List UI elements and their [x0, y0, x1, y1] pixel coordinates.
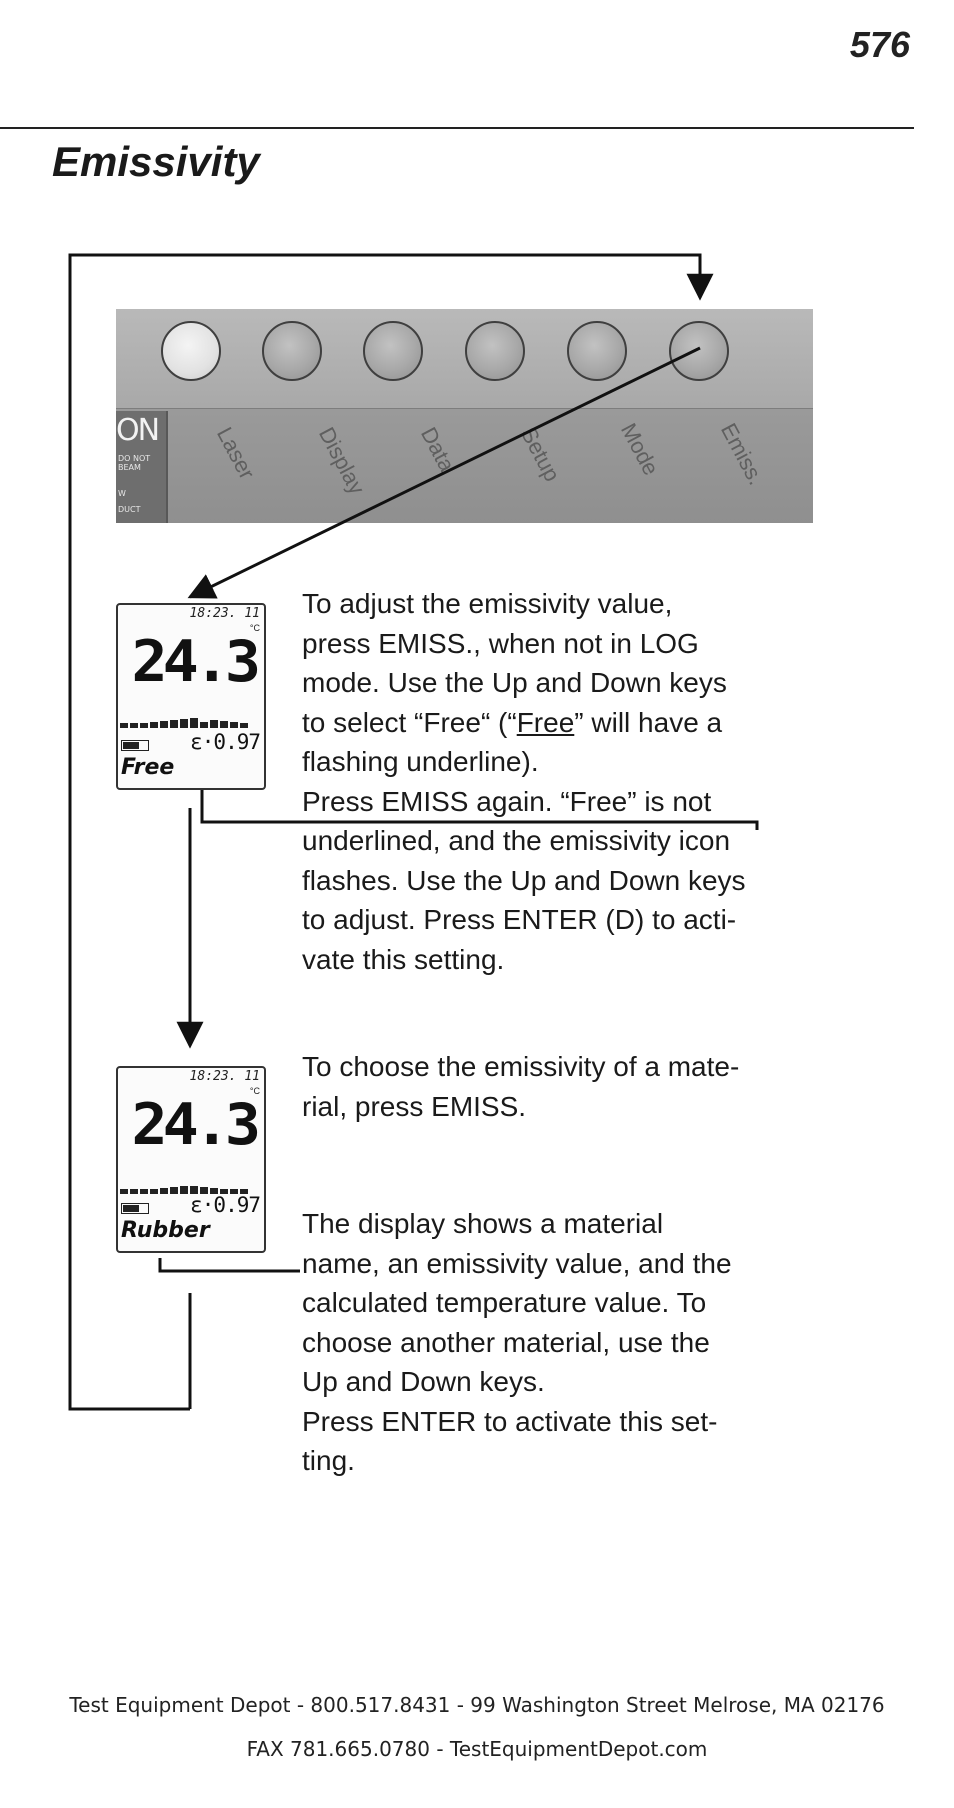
- instruction-line: Up and Down keys.: [302, 1366, 545, 1397]
- instruction-line: To choose the emissivity of a mate-: [302, 1051, 740, 1082]
- instruction-line: calculated temperature value. To: [302, 1287, 707, 1318]
- key-label-mode: Mode: [615, 419, 664, 480]
- page-number: 576: [849, 24, 910, 65]
- instruction-line: ting.: [302, 1445, 355, 1476]
- brand-small-text: DUCT: [118, 505, 141, 514]
- battery-icon: [121, 740, 149, 751]
- lcd-material: Rubber: [121, 1218, 210, 1243]
- lcd-display-rubber: [116, 1066, 266, 1253]
- lcd-unit: °C: [249, 1086, 260, 1096]
- footer-contact: FAX 781.665.0780 - TestEquipmentDepot.com: [246, 1737, 708, 1761]
- instruction-text: to select “Free“ (“: [302, 706, 517, 738]
- instruction-line: mode. Use the Up and Down keys: [302, 667, 727, 698]
- lcd-material: Free: [121, 755, 175, 780]
- instruction-line: rial, press EMISS.: [302, 1090, 527, 1122]
- rubber-underline-leader: [160, 1258, 300, 1271]
- section-heading: Emissivity: [52, 138, 260, 185]
- instruction-line: [302, 703, 822, 743]
- key-label-data: Data: [415, 423, 460, 476]
- instruction-line: The display shows a material: [302, 1208, 664, 1239]
- battery-icon: [121, 1203, 149, 1214]
- instruction-line: To adjust the emissivity value,: [302, 588, 673, 619]
- instruction-text: ” will have a: [574, 706, 723, 738]
- instruction-line: underlined, and the emissivity icon: [302, 825, 731, 856]
- lcd-time: 18:23. 11: [189, 1069, 260, 1084]
- pointer-line: [190, 348, 700, 597]
- lcd-reading: 24.3: [131, 628, 256, 696]
- underlined-free: Free: [516, 706, 575, 738]
- lcd-emissivity: ε·0.97: [190, 730, 260, 754]
- brand-small-text: W: [118, 489, 126, 498]
- instruction-line: press EMISS., when not in LOG: [302, 627, 699, 659]
- lcd-emissivity: ε·0.97: [190, 1193, 260, 1217]
- key-label-laser: Laser: [211, 423, 260, 484]
- key-label-display: Display: [313, 423, 370, 499]
- instruction-line: flashes. Use the Up and Down keys: [302, 864, 746, 896]
- brand-small-text: DO NOT: [118, 454, 151, 463]
- free-instructions: [302, 584, 822, 979]
- lcd-reading: 24.3: [131, 1091, 256, 1159]
- lcd-bargraph: [120, 718, 260, 728]
- brand-text: ON: [116, 413, 159, 448]
- lcd-time: 18:23. 11: [189, 606, 260, 621]
- instruction-line: Press ENTER to activate this set-: [302, 1405, 718, 1437]
- material-instructions: [302, 1047, 822, 1126]
- key-label-setup: Setup: [515, 423, 565, 486]
- instruction-line: flashing underline).: [302, 746, 539, 777]
- instruction-line: name, an emissivity value, and the: [302, 1247, 732, 1279]
- footer-address: Test Equipment Depot - 800.517.8431 - 99 Washington Street Melrose, MA 02176: [69, 1693, 885, 1717]
- instruction-line: vate this setting.: [302, 943, 505, 975]
- brand-small-text: BEAM: [118, 463, 141, 472]
- instruction-line: to adjust. Press ENTER (D) to acti-: [302, 904, 737, 935]
- lcd-display-free: [116, 603, 266, 790]
- instruction-line: Press EMISS again. “Free” is not: [302, 785, 712, 817]
- key-label-emiss: Emiss.: [715, 419, 769, 490]
- lcd-unit: °C: [249, 623, 260, 633]
- display-instructions: [302, 1204, 822, 1481]
- instruction-line: choose another material, use the: [302, 1326, 710, 1358]
